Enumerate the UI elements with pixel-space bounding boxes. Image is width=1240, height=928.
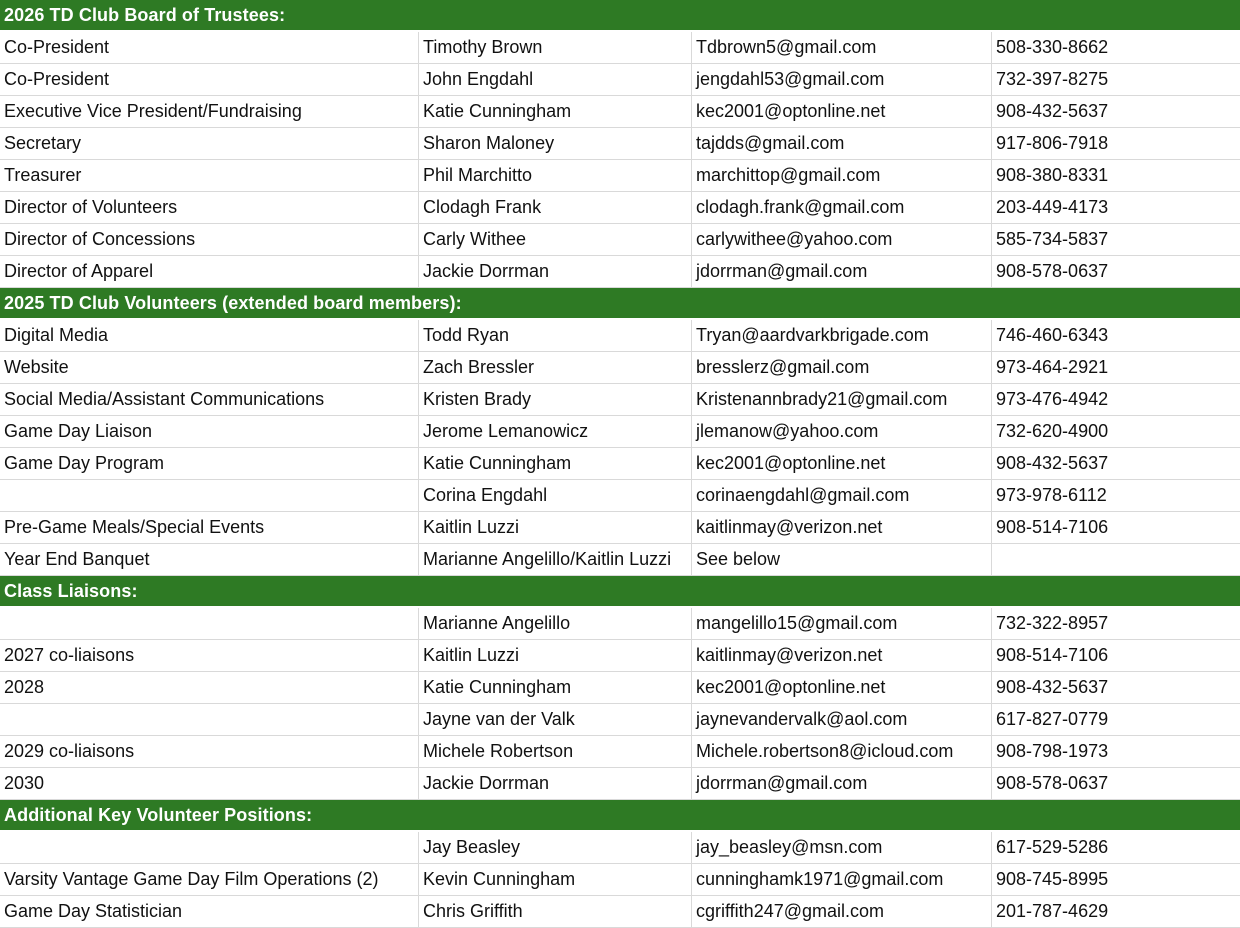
name-cell[interactable]: Jackie Dorrman bbox=[418, 256, 693, 287]
email-cell[interactable]: jay_beasley@msn.com bbox=[691, 832, 992, 863]
name-cell[interactable]: Sharon Maloney bbox=[418, 128, 693, 159]
email-cell[interactable]: kaitlinmay@verizon.net bbox=[691, 640, 992, 671]
phone-cell[interactable]: 908-514-7106 bbox=[991, 640, 1240, 671]
email-cell[interactable]: jdorrman@gmail.com bbox=[691, 256, 992, 287]
name-cell[interactable]: Timothy Brown bbox=[418, 32, 693, 63]
email-cell[interactable]: tajdds@gmail.com bbox=[691, 128, 992, 159]
phone-cell[interactable]: 973-464-2921 bbox=[991, 352, 1240, 383]
table-row bbox=[0, 704, 1240, 736]
table-row bbox=[0, 160, 1240, 192]
table-row bbox=[0, 608, 1240, 640]
name-cell[interactable]: Clodagh Frank bbox=[418, 192, 693, 223]
email-cell[interactable]: mangelillo15@gmail.com bbox=[691, 608, 992, 639]
phone-cell[interactable] bbox=[991, 544, 1240, 575]
name-cell[interactable]: Jackie Dorrman bbox=[418, 768, 693, 799]
phone-cell[interactable]: 585-734-5837 bbox=[991, 224, 1240, 255]
email-cell[interactable]: kaitlinmay@verizon.net bbox=[691, 512, 992, 543]
phone-cell[interactable]: 908-578-0637 bbox=[991, 768, 1240, 799]
role-cell[interactable]: Director of Concessions bbox=[4, 229, 196, 249]
role-cell[interactable]: Director of Volunteers bbox=[4, 197, 178, 217]
phone-cell[interactable]: 746-460-6343 bbox=[991, 320, 1240, 351]
email-cell[interactable]: Kristenannbrady21@gmail.com bbox=[691, 384, 992, 415]
phone-cell[interactable]: 732-397-8275 bbox=[991, 64, 1240, 95]
section-header[interactable] bbox=[0, 0, 1240, 32]
role-cell[interactable]: Digital Media bbox=[4, 325, 109, 345]
role-cell[interactable]: 2029 co-liaisons bbox=[4, 741, 135, 761]
email-cell[interactable]: corinaengdahl@gmail.com bbox=[691, 480, 992, 511]
phone-cell[interactable]: 908-380-8331 bbox=[991, 160, 1240, 191]
name-cell[interactable]: Phil Marchitto bbox=[418, 160, 693, 191]
table-row bbox=[0, 256, 1240, 288]
table-row bbox=[0, 864, 1240, 896]
email-cell[interactable]: kec2001@optonline.net bbox=[691, 448, 992, 479]
phone-cell[interactable]: 617-827-0779 bbox=[991, 704, 1240, 735]
role-cell[interactable] bbox=[4, 480, 414, 511]
table-row bbox=[0, 384, 1240, 416]
phone-cell[interactable]: 973-978-6112 bbox=[991, 480, 1240, 511]
table-row bbox=[0, 64, 1240, 96]
table-row bbox=[0, 544, 1240, 576]
phone-cell[interactable]: 201-787-4629 bbox=[991, 896, 1240, 927]
email-cell[interactable]: jengdahl53@gmail.com bbox=[691, 64, 992, 95]
name-cell[interactable]: Michele Robertson bbox=[418, 736, 693, 767]
table-row bbox=[0, 736, 1240, 768]
role-cell[interactable] bbox=[4, 704, 414, 735]
name-cell[interactable]: Katie Cunningham bbox=[418, 672, 693, 703]
phone-cell[interactable]: 908-432-5637 bbox=[991, 448, 1240, 479]
phone-cell[interactable]: 908-745-8995 bbox=[991, 864, 1240, 895]
section-header[interactable] bbox=[0, 800, 1240, 832]
name-cell[interactable]: Katie Cunningham bbox=[418, 96, 693, 127]
name-cell[interactable]: Kevin Cunningham bbox=[418, 864, 693, 895]
section-title: Class Liaisons: bbox=[4, 581, 138, 601]
email-cell[interactable]: jlemanow@yahoo.com bbox=[691, 416, 992, 447]
name-cell[interactable]: Kristen Brady bbox=[418, 384, 693, 415]
name-cell[interactable]: Kaitlin Luzzi bbox=[418, 512, 693, 543]
phone-cell[interactable]: 617-529-5286 bbox=[991, 832, 1240, 863]
name-cell[interactable]: Todd Ryan bbox=[418, 320, 693, 351]
email-cell[interactable]: kec2001@optonline.net bbox=[691, 96, 992, 127]
table-row bbox=[0, 832, 1240, 864]
email-cell[interactable]: kec2001@optonline.net bbox=[691, 672, 992, 703]
name-cell[interactable]: Chris Griffith bbox=[418, 896, 693, 927]
name-cell[interactable]: Marianne Angelillo/Kaitlin Luzzi bbox=[418, 544, 693, 575]
section-header[interactable] bbox=[0, 288, 1240, 320]
phone-cell[interactable]: 908-578-0637 bbox=[991, 256, 1240, 287]
email-cell[interactable]: cunninghamk1971@gmail.com bbox=[691, 864, 992, 895]
role-cell[interactable]: Secretary bbox=[4, 133, 82, 153]
table-row bbox=[0, 224, 1240, 256]
phone-cell[interactable]: 203-449-4173 bbox=[991, 192, 1240, 223]
role-cell[interactable]: 2027 co-liaisons bbox=[4, 645, 135, 665]
section-title: 2025 TD Club Volunteers (extended board members): bbox=[4, 293, 462, 313]
phone-cell[interactable]: 732-322-8957 bbox=[991, 608, 1240, 639]
name-cell[interactable]: Corina Engdahl bbox=[418, 480, 693, 511]
name-cell[interactable]: John Engdahl bbox=[418, 64, 693, 95]
phone-cell[interactable]: 908-432-5637 bbox=[991, 672, 1240, 703]
name-cell[interactable]: Jay Beasley bbox=[418, 832, 693, 863]
table-row bbox=[0, 128, 1240, 160]
phone-cell[interactable]: 908-514-7106 bbox=[991, 512, 1240, 543]
role-cell[interactable]: Year End Banquet bbox=[4, 549, 150, 569]
email-cell[interactable]: cgriffith247@gmail.com bbox=[691, 896, 992, 927]
table-row bbox=[0, 480, 1240, 512]
table-row bbox=[0, 96, 1240, 128]
role-cell[interactable] bbox=[4, 608, 414, 639]
phone-cell[interactable]: 973-476-4942 bbox=[991, 384, 1240, 415]
table-row bbox=[0, 640, 1240, 672]
name-cell[interactable]: Marianne Angelillo bbox=[418, 608, 693, 639]
role-cell[interactable]: Pre-Game Meals/Special Events bbox=[4, 517, 265, 537]
email-cell[interactable]: marchittop@gmail.com bbox=[691, 160, 992, 191]
role-cell[interactable]: Director of Apparel bbox=[4, 261, 154, 281]
name-cell[interactable]: Carly Withee bbox=[418, 224, 693, 255]
phone-cell[interactable]: 508-330-8662 bbox=[991, 32, 1240, 63]
table-row bbox=[0, 672, 1240, 704]
table-row bbox=[0, 896, 1240, 928]
table-row bbox=[0, 352, 1240, 384]
section-title: Additional Key Volunteer Positions: bbox=[4, 805, 313, 825]
name-cell[interactable]: Kaitlin Luzzi bbox=[418, 640, 693, 671]
role-cell[interactable]: Website bbox=[4, 357, 69, 377]
role-cell[interactable]: Co-President bbox=[4, 69, 110, 89]
table-row bbox=[0, 416, 1240, 448]
name-cell[interactable]: Jayne van der Valk bbox=[418, 704, 693, 735]
role-cell[interactable]: Co-President bbox=[4, 37, 110, 57]
email-cell[interactable]: Michele.robertson8@icloud.com bbox=[691, 736, 992, 767]
role-cell[interactable]: Game Day Program bbox=[4, 453, 165, 473]
role-cell[interactable]: Game Day Statistician bbox=[4, 901, 183, 921]
section-title: 2026 TD Club Board of Trustees: bbox=[4, 5, 286, 25]
table-row bbox=[0, 320, 1240, 352]
role-cell[interactable]: Executive Vice President/Fundraising bbox=[4, 101, 302, 121]
table-row bbox=[0, 32, 1240, 64]
email-cell[interactable]: carlywithee@yahoo.com bbox=[691, 224, 992, 255]
table-row bbox=[0, 448, 1240, 480]
role-cell[interactable]: Treasurer bbox=[4, 165, 82, 185]
phone-cell[interactable]: 908-798-1973 bbox=[991, 736, 1240, 767]
name-cell[interactable]: Katie Cunningham bbox=[418, 448, 693, 479]
email-cell[interactable]: Tryan@aardvarkbrigade.com bbox=[691, 320, 992, 351]
email-cell[interactable]: jaynevandervalk@aol.com bbox=[691, 704, 992, 735]
role-cell[interactable]: Social Media/Assistant Communications bbox=[4, 389, 325, 409]
email-cell[interactable]: See below bbox=[691, 544, 992, 575]
email-cell[interactable]: jdorrman@gmail.com bbox=[691, 768, 992, 799]
table-row bbox=[0, 768, 1240, 800]
table-row bbox=[0, 192, 1240, 224]
role-cell[interactable] bbox=[4, 832, 414, 863]
section-header[interactable] bbox=[0, 576, 1240, 608]
phone-cell[interactable]: 732-620-4900 bbox=[991, 416, 1240, 447]
table-row bbox=[0, 512, 1240, 544]
email-cell[interactable]: Tdbrown5@gmail.com bbox=[691, 32, 992, 63]
email-cell[interactable]: clodagh.frank@gmail.com bbox=[691, 192, 992, 223]
phone-cell[interactable]: 917-806-7918 bbox=[991, 128, 1240, 159]
email-cell[interactable]: bresslerz@gmail.com bbox=[691, 352, 992, 383]
role-cell[interactable]: 2028 bbox=[4, 677, 45, 697]
role-cell[interactable]: 2030 bbox=[4, 773, 45, 793]
role-cell[interactable]: Game Day Liaison bbox=[4, 421, 153, 441]
role-cell[interactable]: Varsity Vantage Game Day Film Operations (2) bbox=[4, 869, 379, 889]
name-cell[interactable]: Zach Bressler bbox=[418, 352, 693, 383]
phone-cell[interactable]: 908-432-5637 bbox=[991, 96, 1240, 127]
name-cell[interactable]: Jerome Lemanowicz bbox=[418, 416, 693, 447]
